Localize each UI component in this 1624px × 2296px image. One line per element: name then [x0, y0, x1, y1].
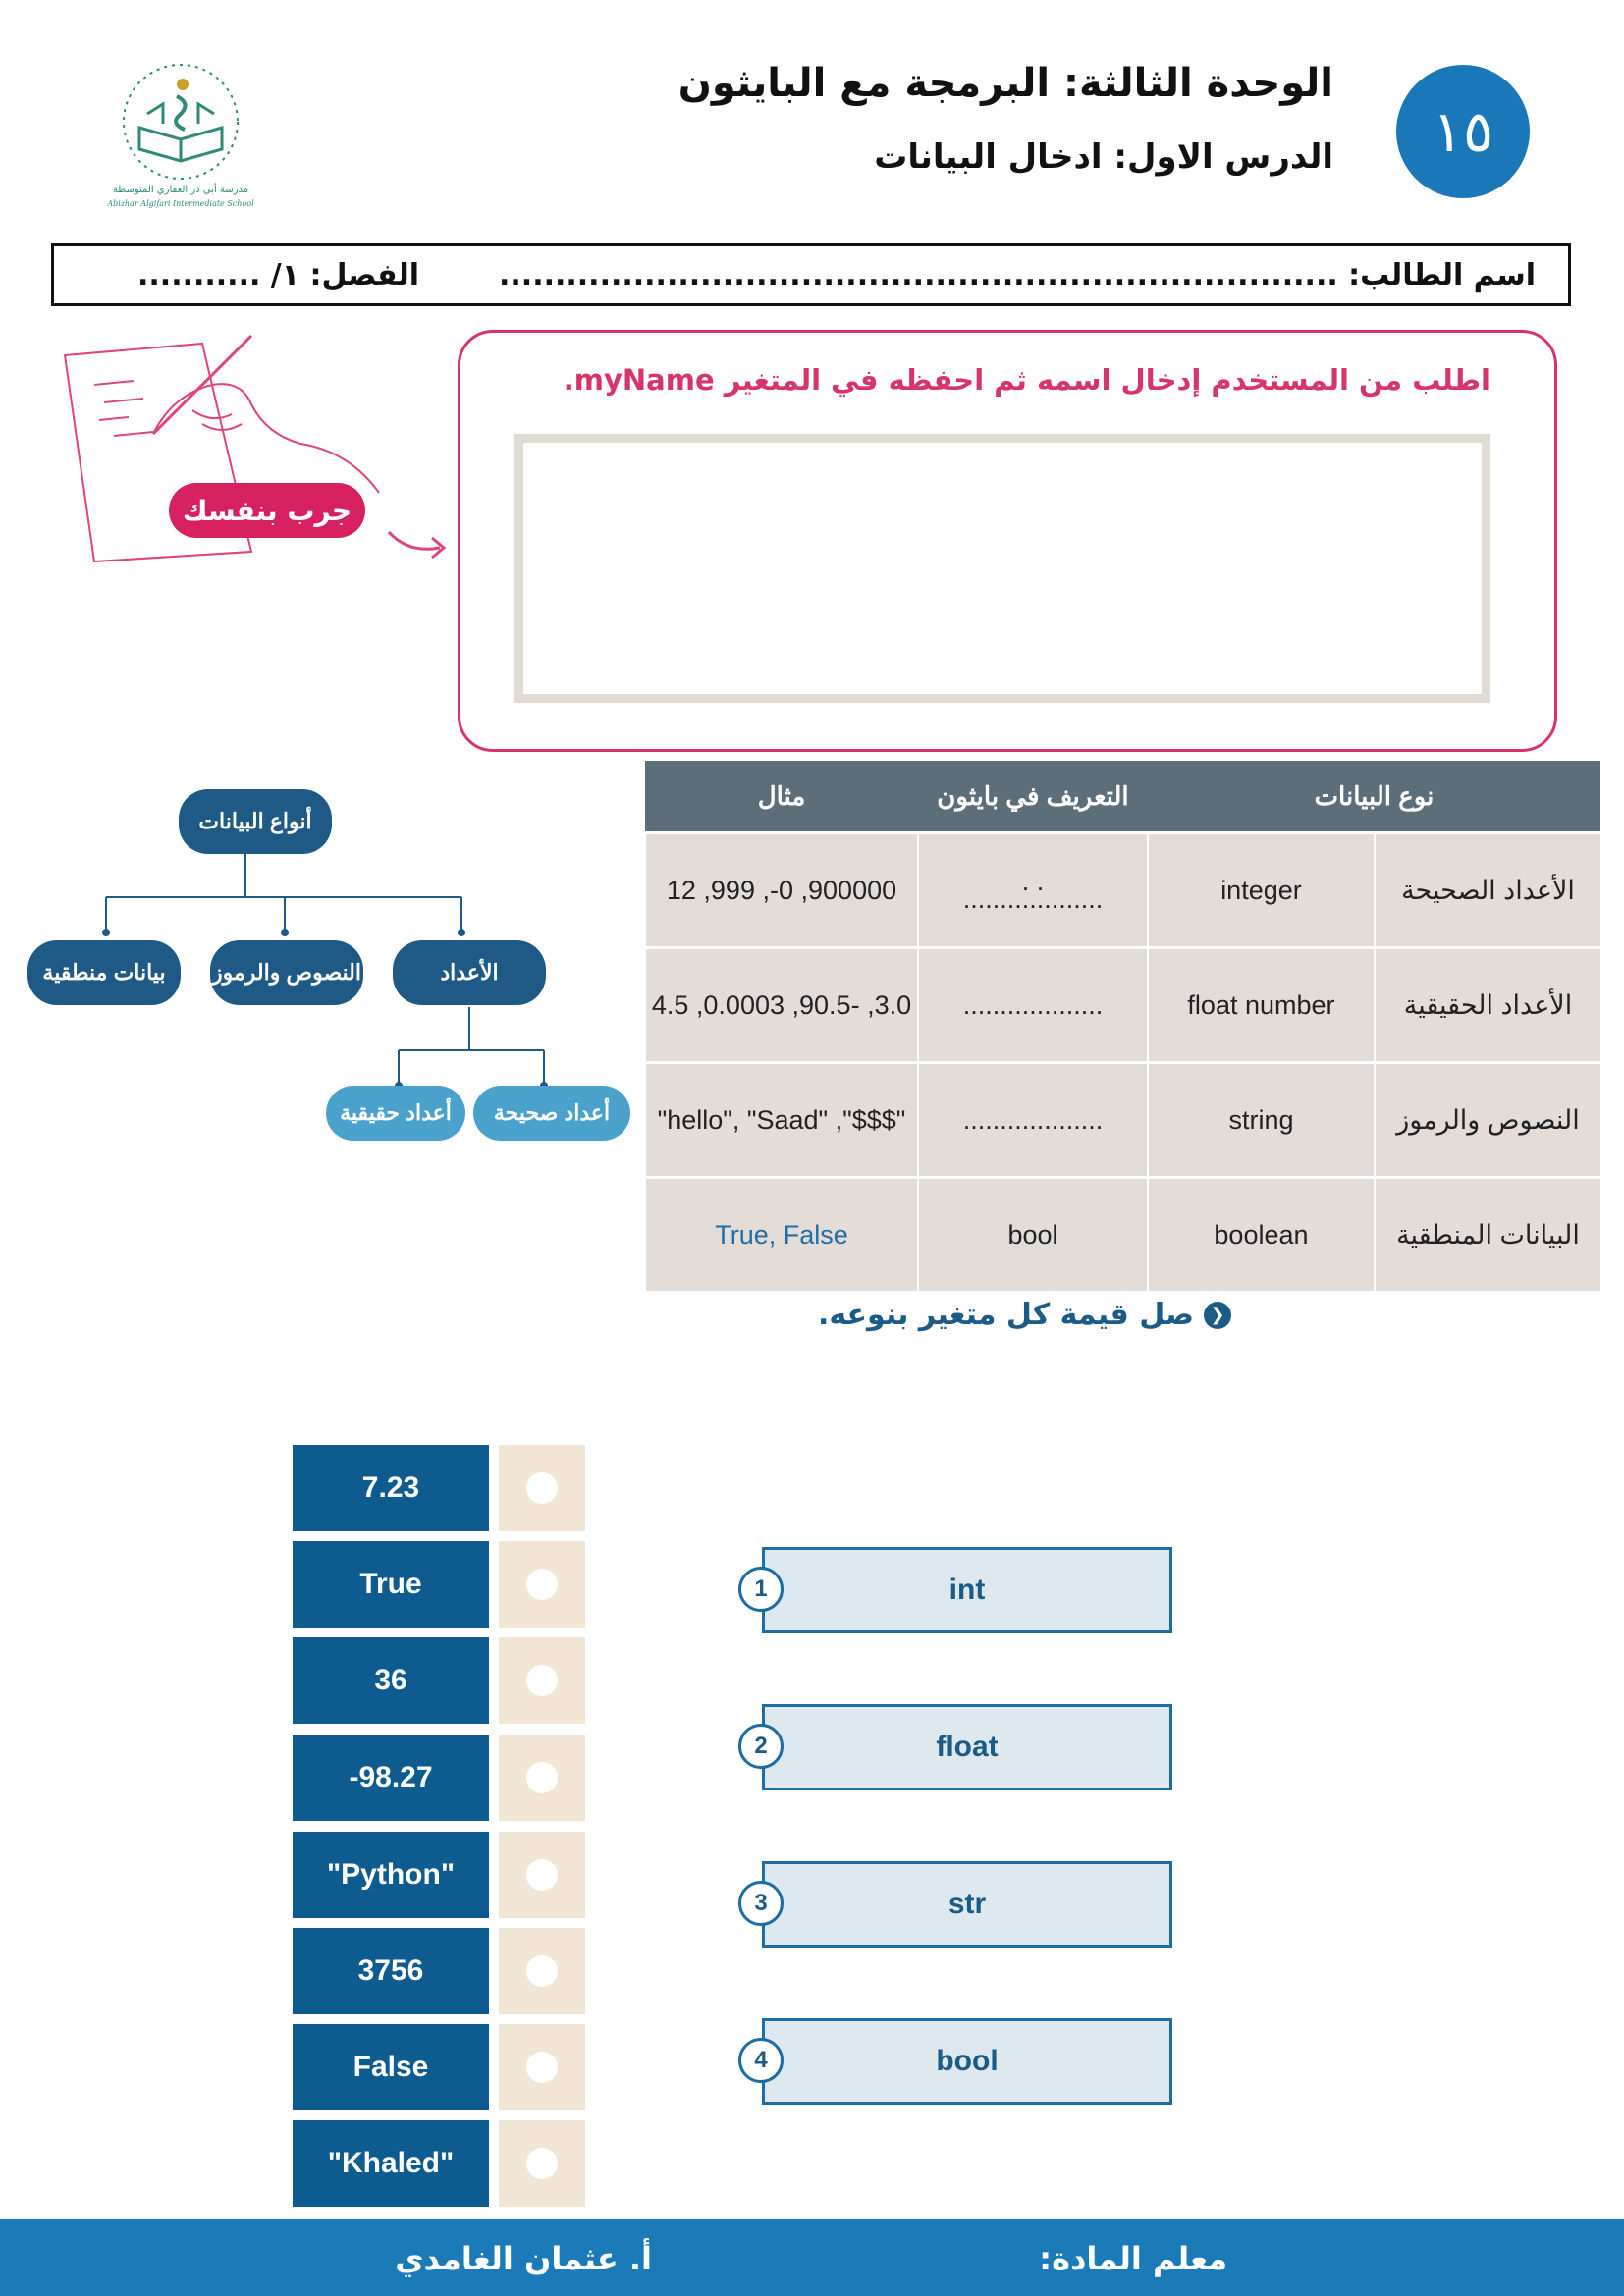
- type-box-str[interactable]: str: [762, 1861, 1172, 1948]
- cell-type-ar: الأعداد الحقيقية: [1375, 948, 1600, 1063]
- type-number: 4: [738, 2038, 784, 2083]
- unit-title: الوحدة الثالثة: البرمجة مع البايثون: [677, 61, 1333, 106]
- page-number-badge: ١٥: [1396, 65, 1530, 198]
- tree-numbers-node: الأعداد: [393, 940, 546, 1005]
- logo-text-ar: مدرسة أبي ذر الغفاري المتوسطة: [112, 185, 249, 195]
- value-box: 3756: [293, 1928, 489, 2014]
- school-logo: [102, 55, 259, 220]
- value-box: False: [293, 2024, 489, 2110]
- header-example: مثال: [645, 761, 918, 833]
- match-dot[interactable]: [499, 1637, 585, 1724]
- answer-area[interactable]: [514, 434, 1490, 703]
- cell-python: bool: [918, 1178, 1148, 1292]
- cell-example: True, False: [645, 1178, 918, 1292]
- cell-type-en: boolean: [1148, 1178, 1375, 1292]
- value-box: "Python": [293, 1832, 489, 1918]
- type-box-bool[interactable]: bool: [762, 2018, 1172, 2105]
- teacher-name: أ. عثمان الغامدي: [395, 2240, 652, 2277]
- table-row: [645, 948, 1600, 1063]
- type-box-float[interactable]: float: [762, 1704, 1172, 1790]
- type-number: 1: [738, 1567, 784, 1612]
- logo-text-en: Abizhar Algifari Intermediate School: [107, 199, 254, 208]
- tree-root-node: أنواع البيانات: [179, 789, 332, 854]
- chevron-left-icon: ❮: [1204, 1302, 1231, 1329]
- match-dot[interactable]: [499, 1445, 585, 1531]
- value-box: 7.23: [293, 1445, 489, 1531]
- cell-type-ar: البيانات المنطقية: [1375, 1178, 1600, 1292]
- header-python-def: التعريف في بايثون: [918, 761, 1148, 833]
- match-dot[interactable]: [499, 2024, 585, 2110]
- cell-example: "$$$", "hello", "Saad": [645, 1063, 918, 1178]
- matching-instruction-text: صل قيمة كل متغير بنوعه.: [817, 1298, 1194, 1332]
- cell-example: 3.0, -90.5, 0.0003, 4.5: [645, 948, 918, 1063]
- table-row: [645, 1063, 1600, 1178]
- value-box: 36: [293, 1637, 489, 1724]
- cell-python-blank[interactable]: . . ...................: [918, 833, 1148, 948]
- cell-example: 900000, 0-, 999, 12: [645, 833, 918, 948]
- tree-text-node: النصوص والرموز: [210, 940, 363, 1005]
- value-box: True: [293, 1541, 489, 1628]
- cell-python-blank[interactable]: ...................: [918, 948, 1148, 1063]
- tree-reals-node: أعداد حقيقية: [326, 1086, 465, 1141]
- cell-python-blank[interactable]: ...................: [918, 1063, 1148, 1178]
- type-number: 3: [738, 1881, 784, 1926]
- type-number: 2: [738, 1724, 784, 1769]
- match-dot[interactable]: [499, 2120, 585, 2207]
- matching-instruction: [818, 1298, 1231, 1332]
- type-box-int[interactable]: int: [762, 1547, 1172, 1633]
- footer-bar: [0, 2219, 1624, 2296]
- cell-type-en: float number: [1148, 948, 1375, 1063]
- value-box: "Khaled": [293, 2120, 489, 2207]
- match-dot[interactable]: [499, 1928, 585, 2014]
- data-types-table: [644, 761, 1600, 1291]
- table-row: [645, 1178, 1600, 1292]
- match-dot[interactable]: [499, 1735, 585, 1821]
- try-yourself-badge: جرب بنفسك: [169, 483, 365, 538]
- cell-type-ar: النصوص والرموز: [1375, 1063, 1600, 1178]
- match-dot[interactable]: [499, 1832, 585, 1918]
- header-data-type: نوع البيانات: [1148, 761, 1600, 833]
- cell-type-ar: الأعداد الصحيحة: [1375, 833, 1600, 948]
- student-class-field[interactable]: الفصل: ١/ ...........: [137, 258, 419, 293]
- table-row: [645, 833, 1600, 948]
- teacher-label: معلم المادة:: [1039, 2240, 1227, 2277]
- tree-integers-node: أعداد صحيحة: [473, 1086, 630, 1141]
- table-header-row: [645, 761, 1600, 833]
- student-name-field[interactable]: اسم الطالب: ...........................................................................: [499, 258, 1536, 293]
- value-box: -98.27: [293, 1735, 489, 1821]
- cell-type-en: string: [1148, 1063, 1375, 1178]
- tree-logical-node: بيانات منطقية: [27, 940, 181, 1005]
- cell-type-en: integer: [1148, 833, 1375, 948]
- match-dot[interactable]: [499, 1541, 585, 1628]
- lesson-title: الدرس الاول: ادخال البيانات: [874, 137, 1333, 177]
- task-instruction: اطلب من المستخدم إدخال اسمه ثم احفظه في المتغير myName.: [563, 363, 1490, 397]
